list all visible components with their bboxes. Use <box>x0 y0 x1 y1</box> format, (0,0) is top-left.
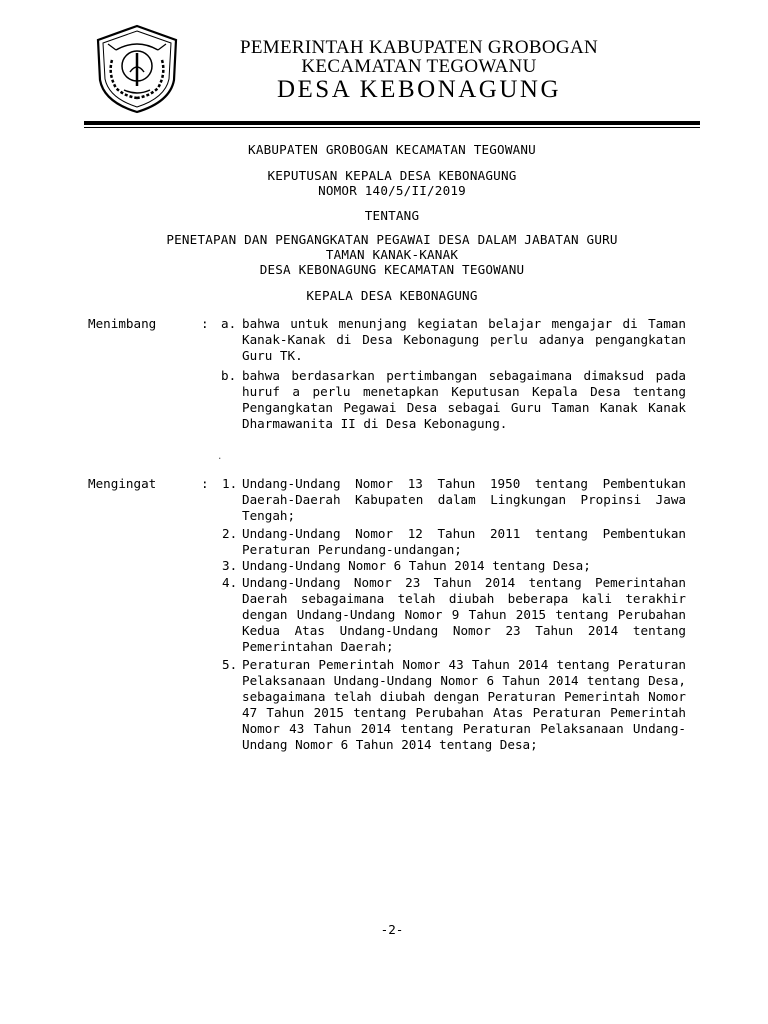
mengingat-mark-1: 1. <box>222 476 238 491</box>
decree-number: NOMOR 140/5/II/2019 <box>318 183 466 198</box>
mengingat-mark-3: 3. <box>222 558 238 573</box>
menimbang-item-a: bahwa untuk menunjang kegiatan belajar mengajar di Taman Kanak-Kanak di Desa Kebonagung perlu adanya pengangkatan Guru TK. <box>242 316 686 363</box>
grobogan-regency-emblem <box>94 24 180 114</box>
letterhead-divider-thin <box>84 127 700 128</box>
menimbang-mark-a: a. <box>221 316 237 331</box>
mengingat-mark-2: 2. <box>222 526 238 541</box>
mengingat-item-2: Undang-Undang Nomor 12 Tahun 2011 tentang Pembentukan Peraturan Perundang-undangan; <box>242 526 686 557</box>
letterhead-village: DESA KEBONAGUNG <box>276 76 562 103</box>
page-number: -2- <box>380 922 404 937</box>
mengingat-item-1: Undang-Undang Nomor 13 Tahun 1950 tentang Pembentukan Daerah-Daerah Kabupaten dalam Lingkungan Propinsi Jawa Tengah; <box>242 476 686 523</box>
mengingat-mark-5: 5. <box>222 657 238 672</box>
mengingat-item-4: Undang-Undang Nomor 23 Tahun 2014 tentang Pemerintahan Daerah sebagaimana telah diubah beberapa kali terakhir dengan Undang-Undang Nomor 9 Tahun 2015 tentang Perubahan Kedua Atas Undang-Undang Nomor 23 Tahun 2014 tentang Pemerintahan Daerah; <box>242 575 686 654</box>
mengingat-colon: : <box>201 476 209 491</box>
menimbang-item-b: bahwa berdasarkan pertimbangan sebagaimana dimaksud pada huruf a perlu menetapkan Keputusan Kepala Desa tentang Pengangkatan Pegawai Desa sebagai Guru Taman Kanak Kanak Dharmawanita II di Desa Kebonagung. <box>242 368 686 431</box>
stray-mark: . <box>217 452 223 462</box>
decree-issuer: KEPALA DESA KEBONAGUNG <box>306 288 478 303</box>
decree-subject-line-2: TAMAN KANAK-KANAK <box>325 247 459 262</box>
decree-about: TENTANG <box>364 208 420 223</box>
letterhead-divider-thick <box>84 121 700 125</box>
mengingat-item-3: Undang-Undang Nomor 6 Tahun 2014 tentang Desa; <box>242 558 591 573</box>
menimbang-mark-b: b. <box>221 368 237 383</box>
decree-title: KEPUTUSAN KEPALA DESA KEBONAGUNG <box>267 168 517 183</box>
letterhead-regency: PEMERINTAH KABUPATEN GROBOGAN <box>239 37 598 58</box>
mengingat-label: Mengingat <box>88 476 157 491</box>
decree-subject-line-3: DESA KEBONAGUNG KECAMATAN TEGOWANU <box>259 262 525 277</box>
mengingat-item-5: Peraturan Pemerintah Nomor 43 Tahun 2014 tentang Peraturan Pelaksanaan Undang-Undang Nomor 6 Tahun 2014 tentang Desa, sebagaimana telah diubah dengan Peraturan Pemerintah Nomor 47 Tahun 2015 tentang Perubahan Atas Peraturan Pemerintah Nomor 43 Tahun 2014 tentang Peraturan Pelaksanaan Undang-Undang Nomor 6 Tahun 2014 tentang Desa; <box>242 657 686 752</box>
mengingat-mark-4: 4. <box>222 575 238 590</box>
decree-subject-line-1: PENETAPAN DAN PENGANGKATAN PEGAWAI DESA DALAM JABATAN GURU <box>166 232 618 247</box>
letterhead-district: KECAMATAN TEGOWANU <box>301 56 537 77</box>
menimbang-colon: : <box>201 316 209 331</box>
menimbang-label: Menimbang <box>88 316 157 331</box>
heading-region: KABUPATEN GROBOGAN KECAMATAN TEGOWANU <box>248 142 536 157</box>
